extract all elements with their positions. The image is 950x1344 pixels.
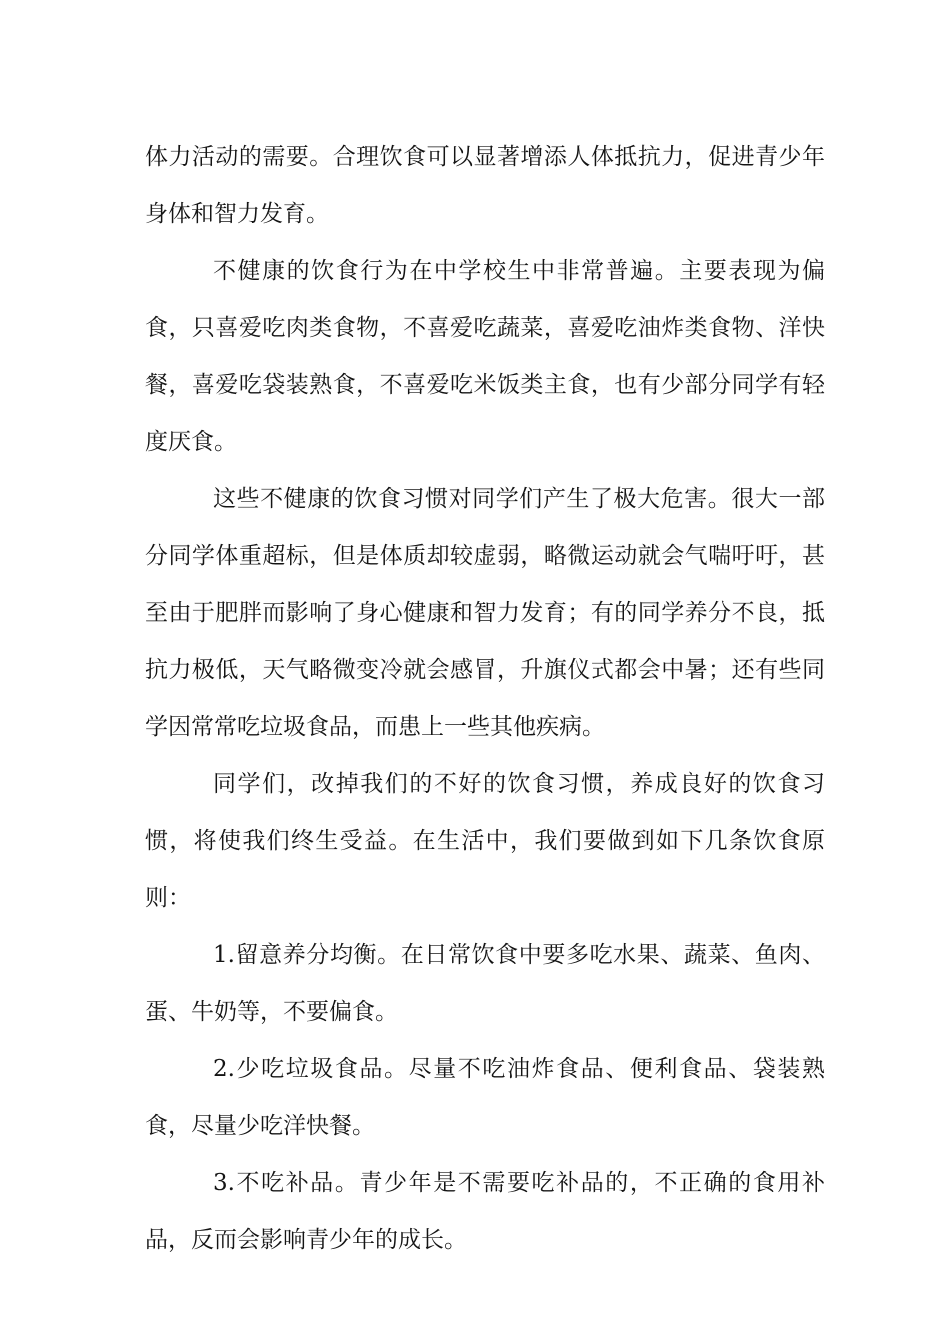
document-body bbox=[145, 129, 825, 1269]
list-item-principle-1: 1.留意养分均衡。在日常饮食中要多吃水果、蔬菜、鱼肉、蛋、牛奶等，不要偏食。 bbox=[145, 942, 825, 1025]
paragraph-harms: 这些不健康的饮食习惯对同学们产生了极大危害。很大一部分同学体重超标，但是体质却较虚弱，略微运动就会气喘吁吁，甚至由于肥胖而影响了身心健康和智力发育；有的同学养分不良，抵抗力极低，天气略微变冷就会感冒，升旗仪式都会中暑；还有些同学因常常吃垃圾食品，而患上一些其他疾病。 bbox=[145, 486, 825, 740]
paragraph-principles-intro: 同学们，改掉我们的不好的饮食习惯，养成良好的饮食习惯，将使我们终生受益。在生活中，我们要做到如下几条饮食原则： bbox=[145, 771, 825, 911]
paragraph-unhealthy-habits: 不健康的饮食行为在中学校生中非常普遍。主要表现为偏食，只喜爱吃肉类食物，不喜爱吃蔬菜，喜爱吃油炸类食物、洋快餐，喜爱吃袋装熟食，不喜爱吃米饭类主食，也有少部分同学有轻度厌食。 bbox=[145, 258, 825, 455]
list-item-principle-3: 3.不吃补品。青少年是不需要吃补品的，不正确的食用补品，反而会影响青少年的成长。 bbox=[145, 1170, 825, 1253]
list-item-principle-2: 2.少吃垃圾食品。尽量不吃油炸食品、便利食品、袋装熟食，尽量少吃洋快餐。 bbox=[145, 1056, 825, 1139]
paragraph-continuation: 体力活动的需要。合理饮食可以显著增添人体抵抗力，促进青少年身体和智力发育。 bbox=[145, 144, 825, 227]
